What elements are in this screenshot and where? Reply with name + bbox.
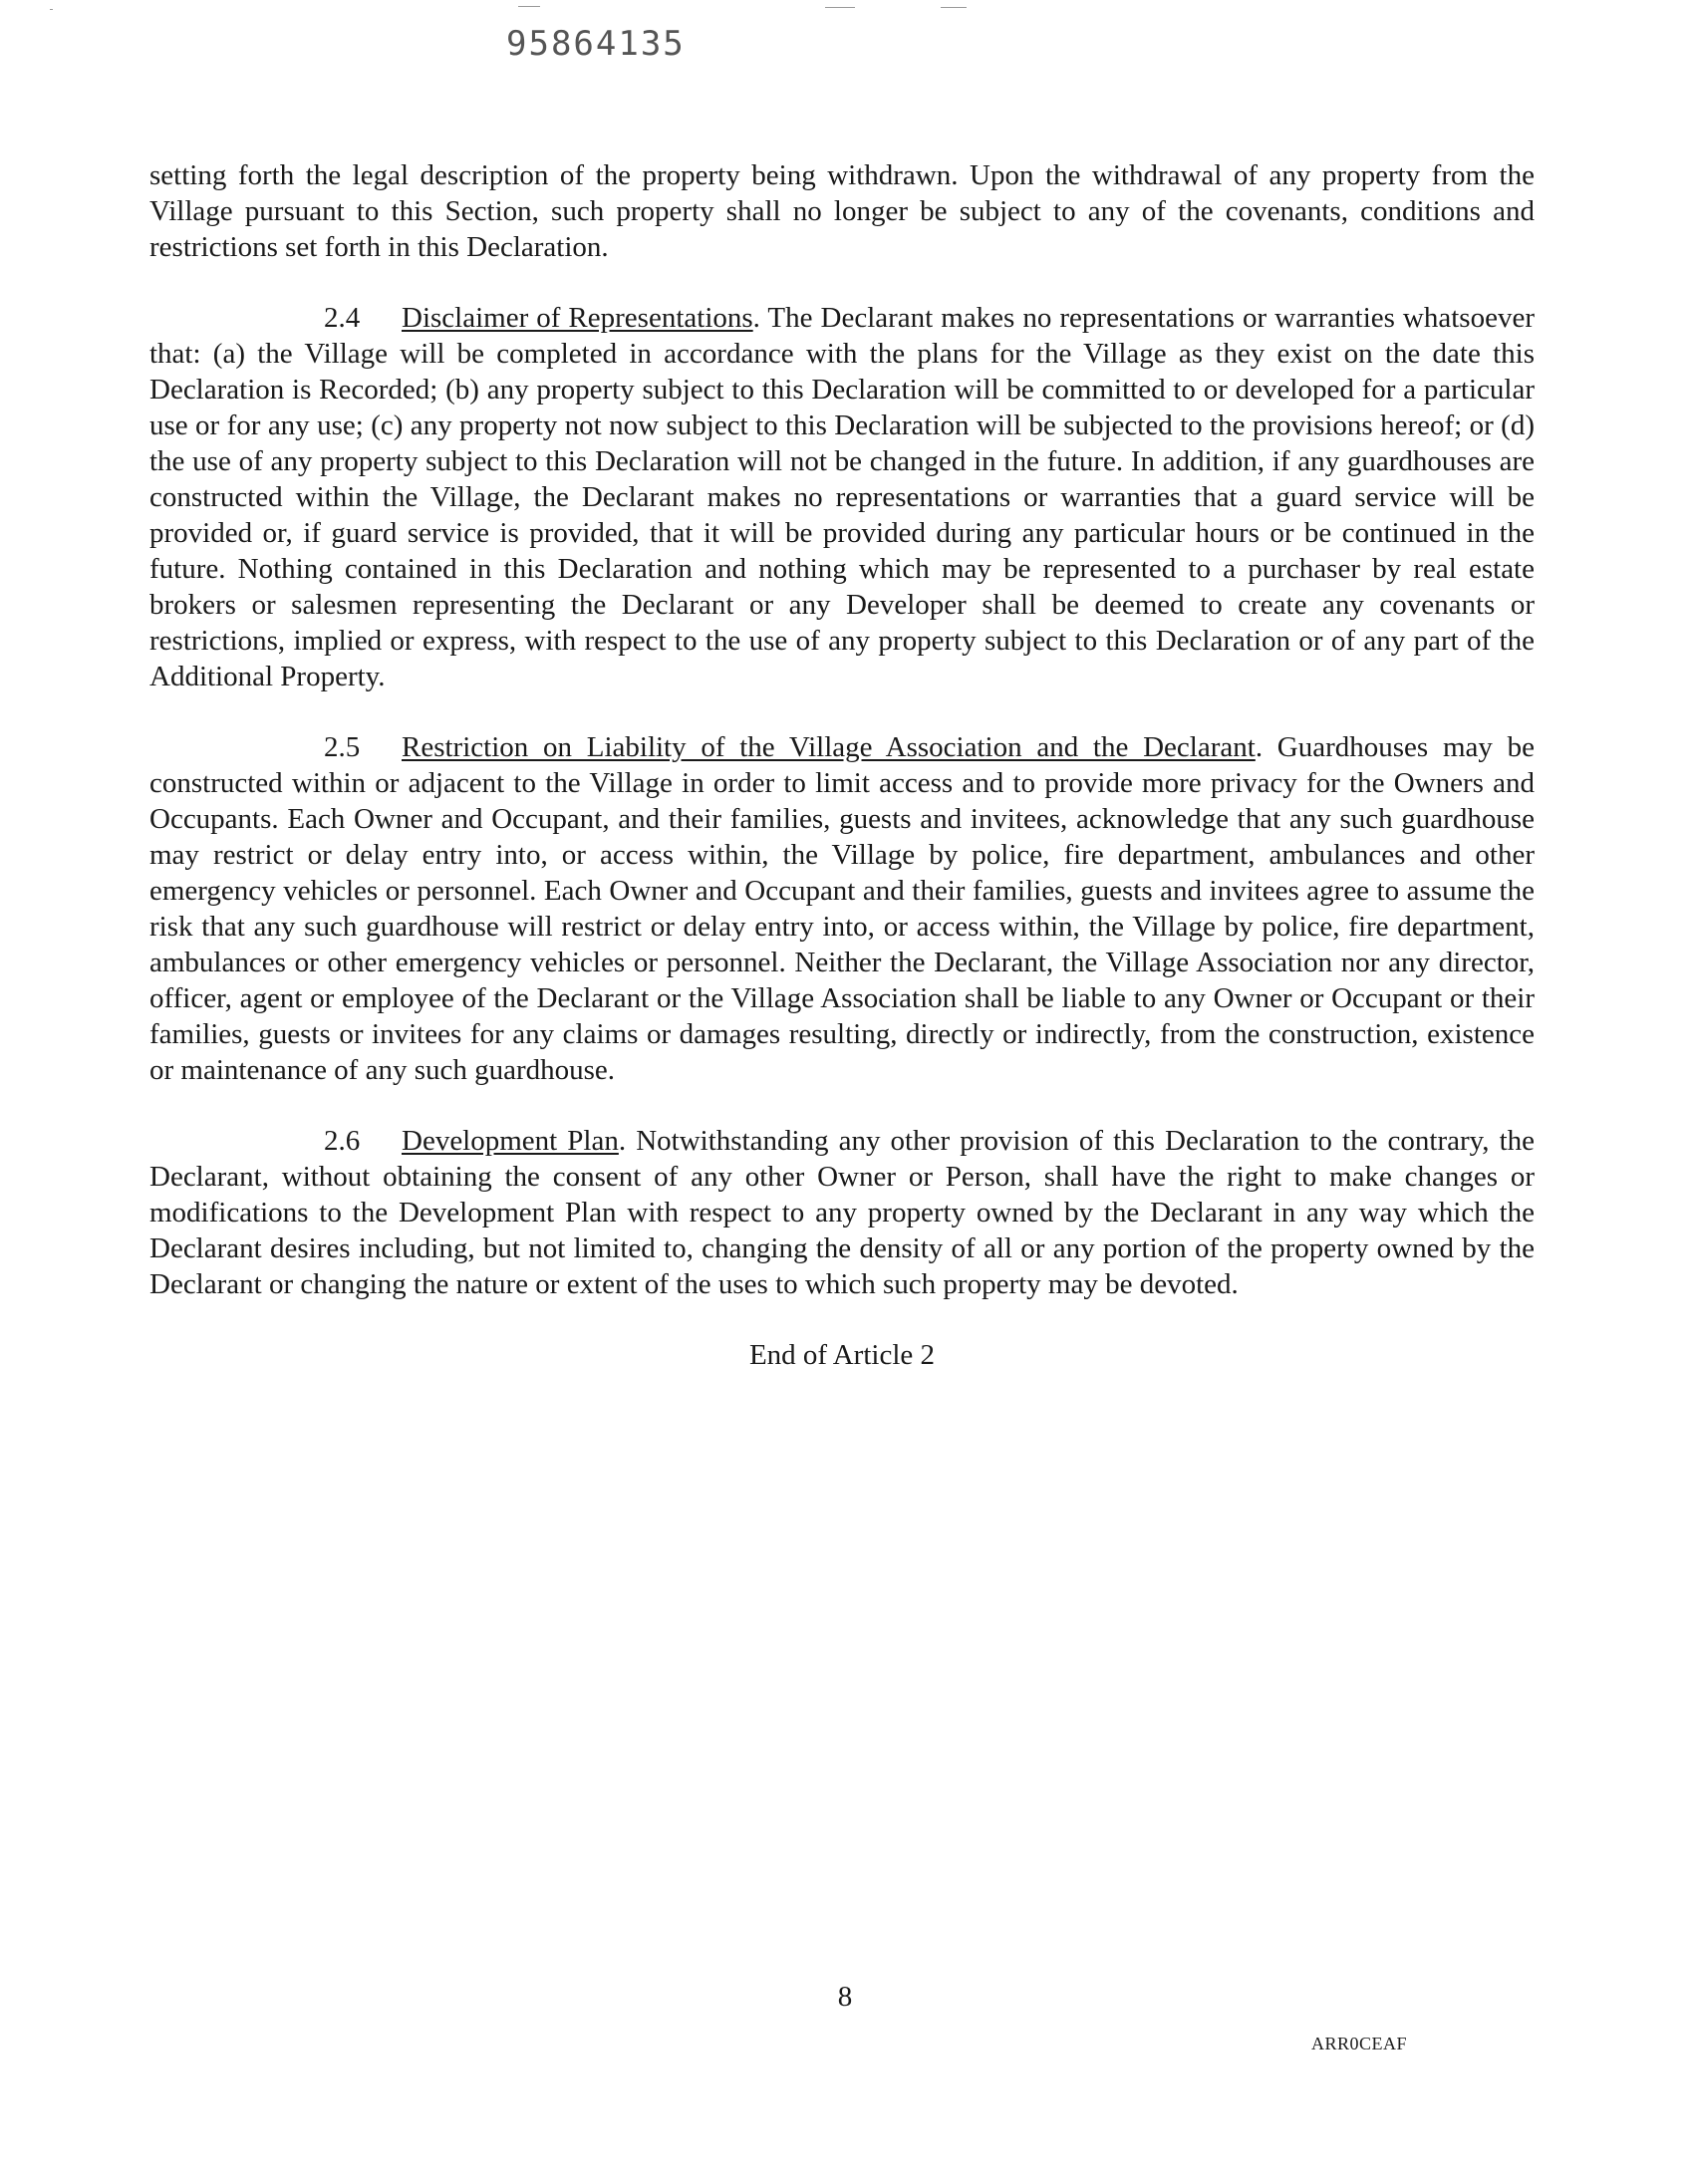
document-code: ARR0CEAF bbox=[1311, 2034, 1408, 2053]
paragraph-continuation: setting forth the legal description of the property being withdrawn. Upon the withdrawal of any property from the Village pursuant to this Section, such property shall no longer be subject to any of the covenants, conditions and restrictions set forth in this Declaration. bbox=[149, 159, 1535, 263]
section-heading: Development Plan bbox=[402, 1125, 619, 1157]
section-2-6 bbox=[149, 1123, 1535, 1302]
section-heading: Restriction on Liability of the Village Association and the Declarant bbox=[402, 731, 1256, 763]
section-text: . Guardhouses may be constructed within or adjacent to the Village in order to limit access and to provide more privacy for the Owners and Occupants. Each Owner and Occupant, and their families, guests and invitees, acknowledge that any such guardhouse may restrict or delay entry into, or access within, the Village by police, fire department, ambulances and other emergency vehicles or personnel. Each Owner and Occupant and their families, guests and invitees agree to assume the risk that any such guardhouse will restrict or delay entry into, or access within, the Village by police, fire department, ambulances or other emergency vehicles or personnel. Neither the Declarant, the Village Association nor any director, officer, agent or employee of the Declarant or the Village Association shall be liable to any Owner or Occupant or their families, guests or invitees for any claims or damages resulting, directly or indirectly, from the construction, existence or maintenance of any such guardhouse. bbox=[149, 731, 1536, 1086]
section-number: 2.4 bbox=[324, 302, 361, 334]
section-2-5 bbox=[149, 729, 1535, 1088]
section-number: 2.6 bbox=[324, 1125, 361, 1157]
section-heading: Disclaimer of Representations bbox=[402, 302, 753, 334]
recording-number: 95864135 bbox=[506, 24, 686, 64]
scan-artifact bbox=[50, 9, 53, 10]
section-text: . Notwithstanding any other provision of this Declaration to the contrary, the Declarant, without obtaining the consent of any other Owner or Person, shall have the right to make changes or modifications to the Development Plan with respect to any property owned by the Declarant in any way which the Declarant desires including, but not limited to, changing the density of all or any portion of the property owned by the Declarant or changing the nature or extent of the uses to which such property may be devoted. bbox=[149, 1125, 1535, 1300]
document-body bbox=[149, 157, 1535, 1408]
scan-artifact bbox=[825, 7, 855, 8]
scan-artifact bbox=[518, 6, 540, 7]
end-of-article: End of Article 2 bbox=[748, 1339, 936, 1371]
page-number: 8 bbox=[837, 1981, 853, 2013]
section-number: 2.5 bbox=[324, 731, 361, 763]
section-2-4 bbox=[149, 300, 1535, 694]
scan-artifact bbox=[941, 7, 967, 8]
section-text: . The Declarant makes no representations or warranties whatsoever that: (a) the Village will be completed in accordance with the plans for the Village as they exist on the date this Declaration is Recorded; (b) any property subject to this Declaration will be committed to or developed for a particular use or for any use; (c) any property not now subject to this Declaration will be subjected to the provisions hereof; or (d) the use of any property subject to this Declaration will not be changed in the future. In addition, if any guardhouses are constructed within the Village, the Declarant makes no representations or warranties that a guard service will be provided or, if guard service is provided, that it will be provided during any particular hours or be continued in the future. Nothing contained in this Declaration and nothing which may be represented to a purchaser by real estate brokers or salesmen representing the Declarant or any Developer shall be deemed to create any covenants or restrictions, implied or express, with respect to the use of any property subject to this Declaration or of any part of the Additional Property. bbox=[149, 302, 1535, 692]
